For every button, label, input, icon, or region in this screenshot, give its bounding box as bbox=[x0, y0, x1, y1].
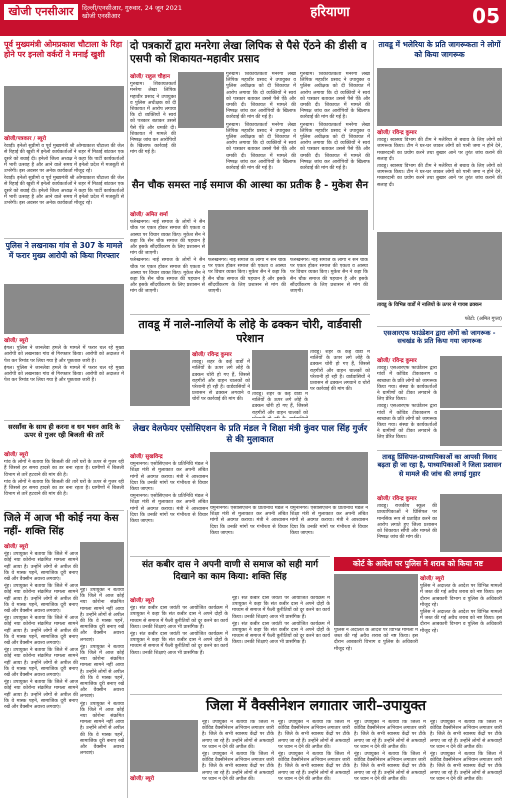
article-9-body-col2 bbox=[80, 588, 124, 798]
article-11-byline: खोजी/ रविन्द्र कुमार bbox=[377, 496, 417, 502]
article-3-text-2: तावडू। स्वास्थ्य विभाग की टीम ने मलेरिया से बचाव के लिए लोगों को जागरूक किया। टीम ने घर-घर जाकर लोगों को पानी जमा न होने देने, मच्छरदानी का प्रयोग करने तथा बुखार आने पर तुरंत जांच कराने की सलाह दी। bbox=[377, 164, 502, 188]
photo-caption: तावडू के विभिन्न वार्डों में नालियों के ऊपर से गायब ढक्कन bbox=[377, 302, 482, 308]
article-10-headline: लेखर वेलफेयर एसोसिएशन के प्रति मंडल ने शिक्षा मंत्री कुंवर पाल सिंह गुर्जर से की मुलाकात bbox=[132, 424, 368, 445]
column-rule bbox=[373, 40, 374, 230]
photo-credit: फोटो: (अमित गुप्ता) bbox=[464, 316, 502, 322]
article-14-body-col3 bbox=[354, 720, 426, 798]
article-12-text: नूंह। संत कबीर दास जयंती पर आयोजित कार्यक्रम में उपायुक्त ने कहा कि संत कबीर दास ने अपने दोहों के माध्यम से समाज में फैली कुरीतियों को दूर करने का कार्य किया। उनकी शिक्षाएं आज भी प्रासंगिक हैं। bbox=[130, 606, 228, 630]
article-8-headline: सरसाँवा के साथ ही करना व धन भवन आदि के ऊपर से गुजर रही बिजली की तारें bbox=[8, 423, 120, 440]
article-12-byline: खोजी/ ब्यूरो bbox=[130, 598, 155, 604]
article-2-body-col2 bbox=[226, 72, 296, 178]
article-2 bbox=[130, 40, 370, 66]
article-2-text-3: गुरुग्राम। शिकायतकर्ता मनरेगा लेखा लिपिक महावीर प्रसाद ने उपायुक्त व पुलिस अधीक्षक को दी शिकायत में आरोप लगाया कि दो व्यक्तियों ने स्वयं को पत्रकार बताकर उससे पैसे ऐंठे और धमकी दी। शिकायत में मामले की निष्पक्ष जांच कर आरोपियों के खिलाफ कार्रवाई की मांग की गई है। bbox=[226, 122, 296, 172]
article-3-headline: तावडू में भलेरिया के प्रति जागरूकता ने लोगों को किया जागरूक bbox=[378, 40, 501, 59]
article-2-text-4: गुरुग्राम। शिकायतकर्ता मनरेगा लेखा लिपिक महावीर प्रसाद ने उपायुक्त व पुलिस अधीक्षक को दी शिकायत में आरोप लगाया कि दो व्यक्तियों ने स्वयं को पत्रकार बताकर उससे पैसे ऐंठे और धमकी दी। शिकायत में मामले की निष्पक्ष जांच कर आरोपियों के खिलाफ कार्रवाई की मांग की गई है। bbox=[300, 72, 370, 121]
article-13-photo bbox=[334, 574, 418, 626]
article-3-body bbox=[377, 128, 502, 228]
article-14-body-col1 bbox=[202, 720, 274, 798]
article-9-text-4: नूंह। उपायुक्त ने बताया कि जिले में आज कोई नया कोरोना संक्रमित मामला सामने नहीं आया है। उन्होंने लोगों से अपील की कि वे मास्क पहनें, सामाजिक दूरी बनाए रखें और वैक्सीन अवश्य लगवाएं। bbox=[4, 648, 78, 679]
article-14 bbox=[130, 697, 502, 715]
article-6-body-col3 bbox=[310, 350, 370, 418]
article-4-text: फर्रुखनगर। नाई समाज के लोगों ने सैन चौक पर एकत्र होकर समाज की एकता व आस्था पर विचार व्यक्त किए। मुकेश सैन ने कहा कि सैन चौक समाज की पहचान है और इसके सौंदर्यीकरण के लिए प्रशासन से मांग की जाएगी। bbox=[130, 220, 205, 257]
article-12-text-2: नूंह। संत कबीर दास जयंती पर आयोजित कार्यक्रम में उपायुक्त ने कहा कि संत कबीर दास ने अपने दोहों के माध्यम से समाज में फैली कुरीतियों को दूर करने का कार्य किया। उनकी शिक्षाएं आज भी प्रासंगिक हैं। bbox=[130, 632, 228, 656]
article-5-photo bbox=[4, 284, 124, 334]
article-2-headline: दो पत्रकारों द्वारा मनरेगा लेखा लिपिक से पैसे ऐंठने की डीसी व एसपी को शिकायत-महावीर प्रसाद bbox=[130, 40, 367, 65]
article-1-headline: पूर्व मुख्यमंत्री ओमप्रकाश चौटाला के रिहा होने पर इनलो वर्करों ने मनाई खुशी bbox=[4, 40, 123, 59]
article-11-body-col1 bbox=[377, 494, 437, 552]
article-8-text: गांव के लोगों ने बताया कि बिजली की तारें घरों के ऊपर से गुजर रही हैं जिससे हर समय हादसे का डर बना रहता है। ग्रामीणों ने बिजली विभाग से तारें हटवाने की मांग की है। bbox=[4, 460, 124, 478]
article-14-photo bbox=[130, 720, 198, 772]
article-6-byline: खोजी/ रविन्द्र कुमार bbox=[192, 352, 232, 358]
article-9-text-6: नूंह। उपायुक्त ने बताया कि जिले में आज कोई नया कोरोना संक्रमित मामला सामने नहीं आया है। उन्होंने लोगों से अपील की कि वे मास्क पहनें, सामाजिक दूरी बनाए रखें और वैक्सीन अवश्य लगवाएं। bbox=[80, 588, 124, 643]
article-5-text: इंगल। पुलिस ने जानलेवा हमले के मामले में फरार चल रहे मुख्य आरोपी को लखनाका गांव से गिरफ्तार किया। आरोपी को अदालत में पेश कर रिमांड पर लिया गया है और पूछताछ जारी है। bbox=[4, 346, 124, 364]
article-7 bbox=[377, 329, 502, 346]
article-2-body-col3 bbox=[300, 72, 370, 178]
article-8 bbox=[4, 423, 124, 440]
article-14-body-col2 bbox=[278, 720, 350, 798]
article-1 bbox=[4, 40, 124, 60]
article-1-byline: खोजी/पत्रकार / ब्यूरो bbox=[4, 136, 47, 142]
section-rule bbox=[4, 510, 124, 511]
imprint: खोजी एनसीआर bbox=[82, 12, 121, 20]
section-rule bbox=[130, 694, 502, 695]
dateline bbox=[82, 4, 232, 20]
article-4-text-4: फर्रुखनगर। नाई समाज के लोगों ने सैन चौक पर एकत्र होकर समाज की एकता व आस्था पर विचार व्यक्त किए। मुकेश सैन ने कहा कि सैन चौक समाज की पहचान है और इसके सौंदर्यीकरण के लिए प्रशासन से मांग की जाएगी। bbox=[290, 258, 368, 295]
article-9-text-7: नूंह। उपायुक्त ने बताया कि जिले में आज कोई नया कोरोना संक्रमित मामला सामने नहीं आया है। उन्होंने लोगों से अपील की कि वे मास्क पहनें, सामाजिक दूरी बनाए रखें और वैक्सीन अवश्य लगवाएं। bbox=[80, 644, 124, 700]
article-8-text-2: गांव के लोगों ने बताया कि बिजली की तारें घरों के ऊपर से गुजर रही हैं जिससे हर समय हादसे का डर बना रहता है। ग्रामीणों ने बिजली विभाग से तारें हटवाने की मांग की है। bbox=[4, 479, 124, 498]
article-5-text-2: इंगल। पुलिस ने जानलेवा हमले के मामले में फरार चल रहे मुख्य आरोपी को लखनाका गांव से गिरफ्तार किया। आरोपी को अदालत में पेश कर रिमांड पर लिया गया है और पूछताछ जारी है। bbox=[4, 365, 124, 384]
article-4-headline: सैन चौक समस्त नाई समाज की आस्था का प्रतीक है - मुकेश सैन bbox=[131, 180, 369, 191]
article-2-text-5: गुरुग्राम। शिकायतकर्ता मनरेगा लेखा लिपिक महावीर प्रसाद ने उपायुक्त व पुलिस अधीक्षक को दी शिकायत में आरोप लगाया कि दो व्यक्तियों ने स्वयं को पत्रकार बताकर उससे पैसे ऐंठे और धमकी दी। शिकायत में मामले की निष्पक्ष जांच कर आरोपियों के खिलाफ कार्रवाई की मांग की गई है। bbox=[300, 122, 370, 172]
issue-date: दिल्ली/एनसीआर, गुरुवार, 24 जून 2021 bbox=[82, 4, 183, 12]
article-6-text-2: तावडू। शहर के कई वार्डों में नालियों के ऊपर लगे लोहे के ढक्कन चोरी हो गए हैं, जिससे राहगीरों और वाहन चालकों को bbox=[252, 392, 308, 416]
section-rule bbox=[130, 314, 370, 315]
article-9-text-8: नूंह। उपायुक्त ने बताया कि जिले में आज कोई नया कोरोना संक्रमित मामला सामने नहीं आया है। उन्होंने लोगों से अपील की कि वे मास्क पहनें, सामाजिक दूरी बनाए रखें और वैक्सीन अवश्य लगवाएं। bbox=[80, 701, 124, 757]
article-14-body-col4 bbox=[430, 720, 502, 798]
article-11 bbox=[377, 453, 502, 478]
article-12-headline: संत कबीर दास ने अपनी वाणी से समाज को सही मार्ग दिखाने का काम किया: शक्ति सिंह bbox=[141, 560, 319, 582]
article-14-text-6: नूंह। उपायुक्त ने बताया कि जिला में कोविड वैक्सीनेशन अभियान लगातार जारी है। जिले के सभी स्वास्थ्य केंद्रों पर टीके लगाए जा रहे हैं। उन्होंने लोगों से अफवाहों पर ध्यान न देने की अपील की। bbox=[354, 752, 426, 782]
article-4-body-col2 bbox=[208, 258, 286, 310]
article-12-body-col1 bbox=[130, 596, 228, 690]
section-rule bbox=[377, 326, 502, 327]
article-8-body bbox=[4, 450, 124, 508]
article-14-headline: जिला में वैक्सीनेशन लगातार जारी–उपायुक्त bbox=[205, 698, 427, 714]
section-rule bbox=[377, 450, 502, 451]
article-2-photo bbox=[178, 72, 224, 128]
article-9-photo bbox=[80, 542, 124, 586]
article-9-byline: खोजी/ ब्यूरो bbox=[4, 544, 29, 550]
article-6-photo-2 bbox=[252, 350, 308, 390]
article-11-text: तावडू। राजकीय स्कूल की प्राध्यापिकाओं ने प्रिंसिपल पर मानसिक रूप से प्रताड़ित करने का आरोप लगाते हुए जिला प्रशासन को शिकायत सौंपी और मामले की निष्पक्ष जांच की मांग की। bbox=[377, 504, 437, 541]
article-9-text-5: नूंह। उपायुक्त ने बताया कि जिले में आज कोई नया कोरोना संक्रमित मामला सामने नहीं आया है। उन्होंने लोगों से अपील की कि वे मास्क पहनें, सामाजिक दूरी बनाए रखें और वैक्सीन अवश्य लगवाएं। bbox=[4, 680, 78, 711]
article-6-photo bbox=[130, 350, 190, 406]
article-2-text: गुरुग्राम। शिकायतकर्ता मनरेगा लेखा लिपिक महावीर प्रसाद ने उपायुक्त व पुलिस अधीक्षक को दी शिकायत में आरोप लगाया कि दो व्यक्तियों ने स्वयं को पत्रकार बताकर उससे पैसे ऐंठे और धमकी दी। शिकायत में मामले की निष्पक्ष जांच कर आरोपियों के खिलाफ कार्रवाई की मांग की गई है। bbox=[130, 82, 176, 156]
article-14-text-3: नूंह। उपायुक्त ने बताया कि जिला में कोविड वैक्सीनेशन अभियान लगातार जारी है। जिले के सभी स्वास्थ्य केंद्रों पर टीके लगाए जा रहे हैं। उन्होंने लोगों से अफवाहों पर ध्यान न देने की अपील की। bbox=[278, 720, 350, 750]
article-10-body-col1 bbox=[130, 452, 208, 552]
article-6-text-3: तावडू। शहर के कई वार्डों में नालियों के ऊपर लगे लोहे के ढक्कन चोरी हो गए हैं, जिससे राहगीरों और वाहन चालकों को परेशानी हो रही है। वार्डवासियों ने प्रशासन से ढक्कन लगवाने व चोरों पर कार्रवाई की मांग की। bbox=[310, 350, 370, 393]
article-14-body-col0 bbox=[130, 774, 198, 798]
article-7-text: तावडू। एसआरएफ फाउंडेशन द्वारा गांवों में कोविड टीकाकरण व स्वच्छता के प्रति लोगों को जागरूक किया गया। संस्था के कार्यकर्ताओं ने ग्रामीणों को टीका लगवाने के लिए प्रेरित किया। bbox=[377, 366, 437, 403]
article-10-text-4: यमुनानगर। एसोसिएशन के प्रतिनिधि मंडल ने शिक्षा मंत्री से मुलाकात कर अपनी लंबित मांगों से अवगत कराया। मंत्री ने आश्वासन दिया कि उनकी मांगों पर गंभीरता से विचार किया जाएगा। bbox=[290, 506, 368, 536]
article-13-byline: खोजी/ ब्यूरो bbox=[420, 576, 445, 582]
article-3-photo bbox=[377, 68, 502, 126]
article-7-text-2: तावडू। एसआरएफ फाउंडेशन द्वारा गांवों में कोविड टीकाकरण व स्वच्छता के प्रति लोगों को जागरूक किया गया। संस्था के कार्यकर्ताओं ने ग्रामीणों को टीका लगवाने के लिए प्रेरित किया। bbox=[377, 404, 437, 441]
article-14-byline: खोजी/ ब्यूरो bbox=[130, 776, 155, 782]
article-13-text-2: पुलिस ने अदालत के आदेश पर विभिन्न मामलों में जब्त की गई अवैध शराब को नष्ट किया। इस दौरान आबकारी विभाग व पुलिस के अधिकारी मौजूद रहे। bbox=[420, 610, 502, 634]
article-5-headline: पुलिस ने लखनाका गांव से 307 के मामले में फरार मुख्य आरोपी को किया गिरफ्तार bbox=[5, 241, 123, 260]
page-number: 05 bbox=[472, 4, 500, 28]
article-9 bbox=[4, 513, 124, 538]
article-8-byline: खोजी/ ब्यूरो bbox=[4, 452, 29, 458]
article-12-text-3: नूंह। संत कबीर दास जयंती पर आयोजित कार्यक्रम में उपायुक्त ने कहा कि संत कबीर दास ने अपने दोहों के माध्यम से समाज में फैली कुरीतियों को दूर करने का कार्य किया। उनकी शिक्षाएं आज भी प्रासंगिक हैं। bbox=[232, 596, 330, 620]
article-11-photo bbox=[440, 494, 502, 552]
article-7-photo-2 bbox=[440, 410, 502, 446]
masthead bbox=[0, 0, 506, 36]
column-rule bbox=[127, 40, 128, 230]
section-rule bbox=[4, 238, 124, 239]
article-1-body bbox=[4, 134, 124, 234]
article-6-body-col2 bbox=[252, 392, 308, 418]
article-9-text-3: नूंह। उपायुक्त ने बताया कि जिले में आज कोई नया कोरोना संक्रमित मामला सामने नहीं आया है। उन्होंने लोगों से अपील की कि वे मास्क पहनें, सामाजिक दूरी बनाए रखें और वैक्सीन अवश्य लगवाएं। bbox=[4, 616, 78, 647]
article-14-text-2: नूंह। उपायुक्त ने बताया कि जिला में कोविड वैक्सीनेशन अभियान लगातार जारी है। जिले के सभी स्वास्थ्य केंद्रों पर टीके लगाए जा रहे हैं। उन्होंने लोगों से अफवाहों पर ध्यान न देने की अपील की। bbox=[202, 752, 274, 782]
article-5 bbox=[4, 241, 124, 260]
article-7-body bbox=[377, 356, 437, 446]
article-4-photo bbox=[208, 210, 368, 255]
article-10-photo bbox=[210, 452, 368, 504]
article-2-text-2: गुरुग्राम। शिकायतकर्ता मनरेगा लेखा लिपिक महावीर प्रसाद ने उपायुक्त व पुलिस अधीक्षक को दी शिकायत में आरोप लगाया कि दो व्यक्तियों ने स्वयं को पत्रकार बताकर उससे पैसे ऐंठे और धमकी दी। शिकायत में मामले की निष्पक्ष जांच कर आरोपियों के खिलाफ कार्रवाई की मांग की गई है। bbox=[226, 72, 296, 121]
article-10-byline: खोजी/ सुखविन्द्र bbox=[130, 454, 163, 460]
section-rule bbox=[130, 556, 330, 557]
article-11-headline: तावडू प्रिंसिपल-प्राध्यापिकाओं का आपसी विवाद बढ़ता ही जा रहा है, पाध्यापिकाओं ने जिला प्रशासन से मामले की जांच की लगाई गुहार bbox=[377, 453, 502, 478]
article-9-body bbox=[4, 542, 78, 798]
article-14-text: नूंह। उपायुक्त ने बताया कि जिला में कोविड वैक्सीनेशन अभियान लगातार जारी है। जिले के सभी स्वास्थ्य केंद्रों पर टीके लगाए जा रहे हैं। उन्होंने लोगों से अफवाहों पर ध्यान न देने की अपील की। bbox=[202, 720, 274, 750]
article-12-text-4: नूंह। संत कबीर दास जयंती पर आयोजित कार्यक्रम में उपायुक्त ने कहा कि संत कबीर दास ने अपने दोहों के माध्यम से समाज में फैली कुरीतियों को दूर करने का कार्य किया। उनकी शिक्षाएं आज भी प्रासंगिक हैं। bbox=[232, 621, 330, 646]
article-7-photo bbox=[440, 356, 502, 408]
article-7-byline: खोजी/ रविन्द्र कुमार bbox=[377, 358, 417, 364]
article-9-headline: जिले में आज भी कोई नया केस नहीं- शक्ति सिंह bbox=[4, 513, 119, 537]
article-14-text-5: नूंह। उपायुक्त ने बताया कि जिला में कोविड वैक्सीनेशन अभियान लगातार जारी है। जिले के सभी स्वास्थ्य केंद्रों पर टीके लगाए जा रहे हैं। उन्होंने लोगों से अफवाहों पर ध्यान न देने की अपील की। bbox=[354, 720, 426, 750]
article-6-text: तावडू। शहर के कई वार्डों में नालियों के ऊपर लगे लोहे के ढक्कन चोरी हो गए हैं, जिससे राहगीरों और वाहन चालकों को परेशानी हो रही है। वार्डवासियों ने प्रशासन से ढक्कन लगवाने व चोरों पर कार्रवाई की मांग की। bbox=[192, 360, 250, 403]
article-9-text-2: नूंह। उपायुक्त ने बताया कि जिले में आज कोई नया कोरोना संक्रमित मामला सामने नहीं आया है। उन्होंने लोगों से अपील की कि वे मास्क पहनें, सामाजिक दूरी बनाए रखें और वैक्सीन अवश्य लगवाएं। bbox=[4, 584, 78, 615]
article-4-body-col3 bbox=[290, 258, 368, 310]
article-5-byline: खोजी/ ब्यूरो bbox=[4, 338, 29, 344]
article-4-text-2: फर्रुखनगर। नाई समाज के लोगों ने सैन चौक पर एकत्र होकर समाज की एकता व आस्था पर विचार व्यक्त किए। मुकेश सैन ने कहा कि सैन चौक समाज की पहचान है और इसके सौंदर्यीकरण के लिए प्रशासन से मांग की जाएगी। bbox=[130, 258, 205, 295]
article-12-body-col2 bbox=[232, 596, 330, 690]
article-4 bbox=[130, 180, 370, 193]
article-7-headline: एसआरएफ फाउंडेशन द्वारा लोगों को जागरूक - सचखंड के प्रति किया गया जागरूक bbox=[383, 329, 496, 346]
ward-drain-photo-right bbox=[377, 232, 502, 300]
article-5-body bbox=[4, 336, 124, 418]
article-12 bbox=[130, 560, 330, 583]
article-1-text-cont: रेवाड़ी। इनेलो सुप्रीमो व पूर्व मुख्यमंत्री श्री ओमप्रकाश चौटाला की जेल से रिहाई की खुशी में इनेलो कार्यकर्ताओं ने शहर में मिठाई बांटकर एक दूसरे को बधाई दी। इनेलो जिला अध्यक्ष ने कहा कि पार्टी कार्यकर्ताओं में भारी उत्साह है और आने वाले समय में इनेलो प्रदेश में मजबूती से उभरेगी। इस अवसर पर अनेक कार्यकर्ता मौजूद रहे। bbox=[4, 176, 124, 207]
section-title: हरियाणा bbox=[310, 5, 350, 20]
article-14-text-8: नूंह। उपायुक्त ने बताया कि जिला में कोविड वैक्सीनेशन अभियान लगातार जारी है। जिले के सभी स्वास्थ्य केंद्रों पर टीके लगाए जा रहे हैं। उन्होंने लोगों से अफवाहों पर ध्यान न देने की अपील की। bbox=[430, 752, 502, 782]
article-10 bbox=[130, 424, 370, 446]
article-10-body-col2 bbox=[210, 506, 288, 552]
article-6-headline: तावडू में नाले-नालियों के लोहे के ढक्कन चोरी, वार्डवासी परेशान bbox=[138, 318, 362, 345]
article-13-text-3: पुलिस ने अदालत के आदेश पर विभिन्न मामलों में जब्त की गई अवैध शराब को नष्ट किया। इस दौरान आबकारी विभाग व पुलिस के अधिकारी मौजूद रहे। bbox=[334, 628, 418, 652]
newspaper-logo: खोजी एनसीआर bbox=[4, 4, 78, 20]
article-10-text: यमुनानगर। एसोसिएशन के प्रतिनिधि मंडल ने शिक्षा मंत्री से मुलाकात कर अपनी लंबित मांगों से अवगत कराया। मंत्री ने आश्वासन दिया कि उनकी मांगों पर गंभीरता से विचार किया जाएगा। bbox=[130, 462, 208, 493]
article-10-text-3: यमुनानगर। एसोसिएशन के प्रतिनिधि मंडल ने शिक्षा मंत्री से मुलाकात कर अपनी लंबित मांगों से अवगत कराया। मंत्री ने आश्वासन दिया कि उनकी मांगों पर गंभीरता से विचार किया जाएगा। bbox=[210, 506, 288, 536]
article-3-text: तावडू। स्वास्थ्य विभाग की टीम ने मलेरिया से बचाव के लिए लोगों को जागरूक किया। टीम ने घर-घर जाकर लोगों को पानी जमा न होने देने, मच्छरदानी का प्रयोग करने तथा बुखार आने पर तुरंत जांच कराने की सलाह दी। bbox=[377, 138, 502, 162]
article-9-text: नूंह। उपायुक्त ने बताया कि जिले में आज कोई नया कोरोना संक्रमित मामला सामने नहीं आया है। उन्होंने लोगों से अपील की कि वे मास्क पहनें, सामाजिक दूरी बनाए रखें और वैक्सीन अवश्य लगवाएं। bbox=[4, 552, 78, 583]
article-10-body-col3 bbox=[290, 506, 368, 552]
article-1-photo bbox=[4, 86, 124, 132]
article-14-text-7: नूंह। उपायुक्त ने बताया कि जिला में कोविड वैक्सीनेशन अभियान लगातार जारी है। जिले के सभी स्वास्थ्य केंद्रों पर टीके लगाए जा रहे हैं। उन्होंने लोगों से अफवाहों पर ध्यान न देने की अपील की। bbox=[430, 720, 502, 750]
article-4-body-col1 bbox=[130, 210, 205, 310]
article-3-byline: खोजी/ रविन्द्र कुमार bbox=[377, 130, 417, 136]
article-13-body-col2 bbox=[334, 628, 418, 690]
article-1-text: रेवाड़ी। इनेलो सुप्रीमो व पूर्व मुख्यमंत्री श्री ओमप्रकाश चौटाला की जेल से रिहाई की खुशी में इनेलो कार्यकर्ताओं ने शहर में मिठाई बांटकर एक दूसरे को बधाई दी। इनेलो जिला अध्यक्ष ने कहा कि पार्टी कार्यकर्ताओं में भारी उत्साह है और आने वाले समय में इनेलो प्रदेश में मजबूती से उभरेगी। इस अवसर पर अनेक कार्यकर्ता मौजूद रहे। bbox=[4, 144, 124, 175]
article-6 bbox=[130, 318, 370, 346]
section-rule bbox=[130, 420, 370, 421]
article-14-text-4: नूंह। उपायुक्त ने बताया कि जिला में कोविड वैक्सीनेशन अभियान लगातार जारी है। जिले के सभी स्वास्थ्य केंद्रों पर टीके लगाए जा रहे हैं। उन्होंने लोगों से अफवाहों पर ध्यान न देने की अपील की। bbox=[278, 752, 350, 782]
article-2-body-col1 bbox=[130, 72, 176, 178]
column-rule bbox=[127, 510, 128, 798]
article-13-headline: कोर्ट के आदेश पर पुलिस ने शराब को किया नष्ट bbox=[334, 557, 502, 571]
article-3 bbox=[377, 40, 502, 59]
article-10-text-2: यमुनानगर। एसोसिएशन के प्रतिनिधि मंडल ने शिक्षा मंत्री से मुलाकात कर अपनी लंबित मांगों से अवगत कराया। मंत्री ने आश्वासन दिया कि उनकी मांगों पर गंभीरता से विचार किया जाएगा। bbox=[130, 494, 208, 525]
article-2-byline: खोजी/ राहुल चौहान bbox=[130, 74, 170, 80]
article-4-byline: खोजी/ अमित शर्मा bbox=[130, 212, 168, 218]
article-6-body-col1 bbox=[192, 350, 250, 418]
article-13-body bbox=[420, 574, 502, 690]
article-4-text-3: फर्रुखनगर। नाई समाज के लोगों ने सैन चौक पर एकत्र होकर समाज की एकता व आस्था पर विचार व्यक्त किए। मुकेश सैन ने कहा कि सैन चौक समाज की पहचान है और इसके सौंदर्यीकरण के लिए प्रशासन से मांग की जाएगी। bbox=[208, 258, 286, 295]
article-13-text: पुलिस ने अदालत के आदेश पर विभिन्न मामलों में जब्त की गई अवैध शराब को नष्ट किया। इस दौरान आबकारी विभाग व पुलिस के अधिकारी मौजूद रहे। bbox=[420, 584, 502, 608]
section-rule bbox=[4, 420, 124, 421]
